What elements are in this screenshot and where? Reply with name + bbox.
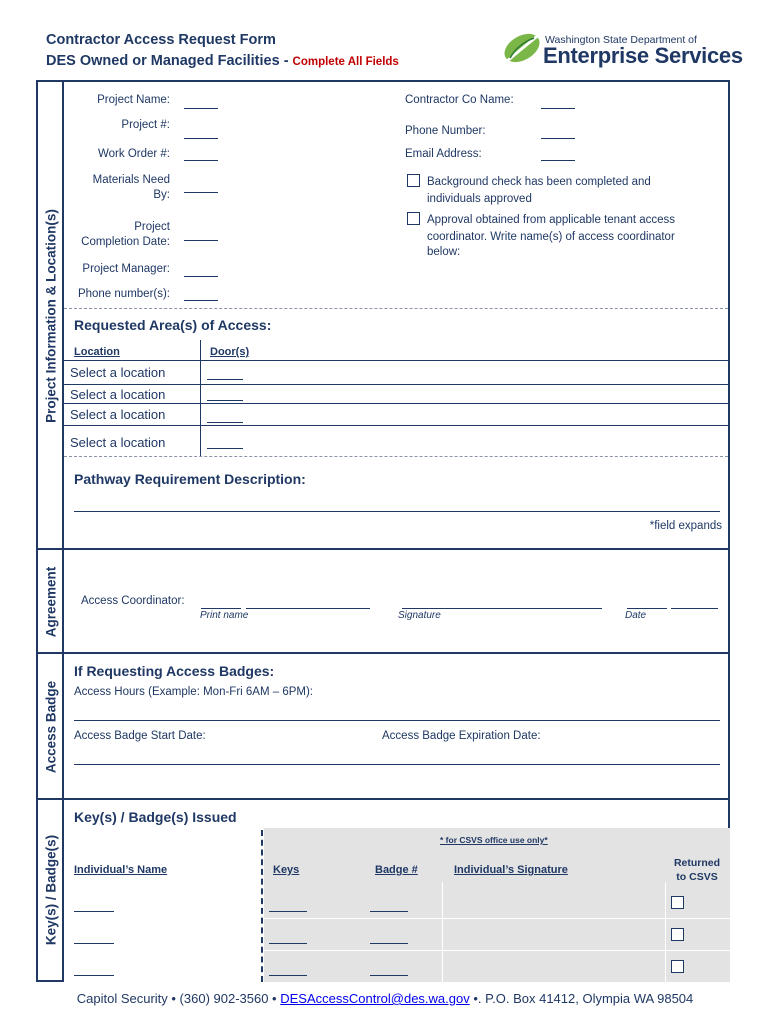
location-select-4[interactable]: Select a location bbox=[70, 435, 166, 450]
doors-field-4[interactable] bbox=[207, 448, 243, 449]
access-coordinator-label: Access Coordinator: bbox=[81, 595, 185, 607]
completion-date-label-2: Completion Date: bbox=[81, 236, 170, 248]
office-use-divider bbox=[261, 830, 263, 982]
completion-date-field[interactable] bbox=[184, 240, 218, 241]
agreement-section bbox=[62, 548, 730, 654]
project-name-label: Project Name: bbox=[97, 94, 170, 106]
project-name-field[interactable] bbox=[184, 108, 218, 109]
date-caption: Date bbox=[625, 610, 647, 621]
returned-header-1: Returned bbox=[673, 857, 721, 869]
access-badge-section bbox=[62, 652, 730, 800]
tenant-approval-text-2: coordinator. Write name(s) of access coordinator bbox=[427, 231, 675, 243]
phone-numbers-label: Phone number(s): bbox=[77, 288, 170, 300]
phone-number-label: Phone Number: bbox=[405, 125, 486, 137]
background-check-text-2: individuals approved bbox=[427, 193, 532, 205]
phone-number-field[interactable] bbox=[541, 138, 575, 139]
des-leaf-logo-icon bbox=[500, 28, 544, 68]
row-divider bbox=[264, 950, 730, 951]
contractor-co-field[interactable] bbox=[541, 108, 575, 109]
completion-date-label-1: Project bbox=[134, 221, 170, 233]
required-note: Complete All Fields bbox=[292, 56, 399, 68]
row-divider bbox=[64, 425, 730, 426]
doors-field-1[interactable] bbox=[207, 379, 243, 380]
work-order-field[interactable] bbox=[184, 160, 218, 161]
section-label-agreement: Agreement bbox=[36, 548, 64, 656]
materials-need-label-2: By: bbox=[153, 189, 170, 201]
materials-need-field[interactable] bbox=[184, 192, 218, 193]
field-expands-note: *field expands bbox=[649, 520, 722, 532]
signature-field[interactable] bbox=[402, 608, 602, 609]
project-manager-label: Project Manager: bbox=[82, 263, 170, 275]
project-number-field[interactable] bbox=[184, 138, 218, 139]
keys-issued-title: Key(s) / Badge(s) Issued bbox=[74, 809, 237, 825]
background-check-text-1: Background check has been completed and bbox=[427, 176, 651, 188]
phone-numbers-field[interactable] bbox=[184, 300, 218, 301]
footer-address: •. P.O. Box 41412, Olympia WA 98504 bbox=[473, 991, 694, 1006]
subtitle-text: DES Owned or Managed Facilities - bbox=[46, 53, 289, 69]
form-title: Contractor Access Request Form bbox=[46, 32, 276, 48]
project-info-section bbox=[62, 80, 730, 550]
returned-checkbox-1[interactable] bbox=[671, 896, 684, 909]
project-number-label: Project #: bbox=[121, 119, 170, 131]
footer-email-link[interactable]: DESAccessControl@des.wa.gov bbox=[280, 991, 470, 1006]
keys-field-2[interactable] bbox=[269, 943, 307, 944]
coordinator-first-field[interactable] bbox=[201, 608, 241, 609]
keys-field-1[interactable] bbox=[269, 911, 307, 912]
work-order-label: Work Order #: bbox=[98, 148, 170, 160]
signature-caption: Signature bbox=[398, 610, 441, 621]
access-hours-label: Access Hours (Example: Mon-Fri 6AM – 6PM): bbox=[74, 686, 314, 698]
footer-contact: Capitol Security • (360) 902-3560 • bbox=[76, 991, 277, 1006]
location-select-3[interactable]: Select a location bbox=[70, 407, 166, 422]
location-select-1[interactable]: Select a location bbox=[70, 365, 166, 380]
individual-name-header: Individual’s Name bbox=[74, 864, 168, 876]
project-manager-field[interactable] bbox=[184, 276, 218, 277]
badge-field-3[interactable] bbox=[370, 975, 408, 976]
background-check-checkbox[interactable] bbox=[407, 174, 420, 187]
row-divider bbox=[64, 360, 730, 361]
doors-column-header: Door(s) bbox=[210, 346, 250, 358]
keys-header: Keys bbox=[273, 864, 300, 876]
section-label-project: Project Information & Location(s) bbox=[36, 80, 64, 552]
returned-header-2: to CSVS bbox=[676, 871, 718, 883]
returned-checkbox-3[interactable] bbox=[671, 960, 684, 973]
name-field-3[interactable] bbox=[74, 975, 114, 976]
row-divider bbox=[64, 403, 730, 404]
section-label-access-badge: Access Badge bbox=[36, 652, 64, 802]
access-badges-title: If Requesting Access Badges: bbox=[74, 663, 275, 679]
email-address-label: Email Address: bbox=[405, 148, 482, 160]
date-field-2[interactable] bbox=[671, 608, 718, 609]
badge-expiration-date-label: Access Badge Expiration Date: bbox=[382, 730, 541, 742]
print-name-caption: Print name bbox=[200, 610, 249, 621]
returned-checkbox-2[interactable] bbox=[671, 928, 684, 941]
office-use-area bbox=[264, 828, 730, 982]
materials-need-label-1: Materials Need bbox=[92, 174, 170, 186]
column-divider bbox=[442, 882, 443, 982]
pathway-description-field[interactable] bbox=[74, 511, 720, 512]
location-select-2[interactable]: Select a location bbox=[70, 387, 166, 402]
badge-field-1[interactable] bbox=[370, 911, 408, 912]
name-field-1[interactable] bbox=[74, 911, 114, 912]
requested-areas-title: Requested Area(s) of Access: bbox=[74, 317, 272, 333]
doors-field-2[interactable] bbox=[207, 400, 243, 401]
location-column-header: Location bbox=[74, 346, 120, 358]
divider bbox=[64, 456, 728, 457]
contractor-co-label: Contractor Co Name: bbox=[405, 94, 514, 106]
tenant-approval-text-1: Approval obtained from applicable tenant access bbox=[427, 214, 676, 226]
doors-field-3[interactable] bbox=[207, 422, 243, 423]
date-field-1[interactable] bbox=[627, 608, 667, 609]
tenant-approval-checkbox[interactable] bbox=[407, 212, 420, 225]
badge-dates-field[interactable] bbox=[74, 764, 720, 765]
pathway-title: Pathway Requirement Description: bbox=[74, 471, 306, 487]
footer bbox=[0, 991, 770, 1006]
column-divider bbox=[200, 360, 201, 456]
form-subtitle bbox=[46, 53, 399, 69]
divider bbox=[64, 308, 728, 309]
access-hours-field[interactable] bbox=[74, 720, 720, 721]
email-address-field[interactable] bbox=[541, 160, 575, 161]
header-divider bbox=[200, 340, 201, 360]
keys-field-3[interactable] bbox=[269, 975, 307, 976]
logo-enterprise-text: Enterprise Services bbox=[543, 43, 743, 68]
keys-issued-section bbox=[62, 798, 730, 980]
badge-field-2[interactable] bbox=[370, 943, 408, 944]
badge-start-date-label: Access Badge Start Date: bbox=[74, 730, 206, 742]
tenant-approval-text-3: below: bbox=[427, 246, 461, 258]
individual-signature-header: Individual’s Signature bbox=[454, 864, 568, 876]
badge-number-header: Badge # bbox=[375, 864, 418, 876]
office-use-note: * for CSVS office use only* bbox=[440, 835, 548, 845]
section-label-keys: Key(s) / Badge(s) bbox=[36, 798, 64, 982]
coordinator-print-name-field[interactable] bbox=[246, 608, 370, 609]
row-divider bbox=[264, 918, 730, 919]
row-divider bbox=[64, 384, 730, 385]
logo-department-text: Washington State Department of bbox=[545, 34, 697, 46]
name-field-2[interactable] bbox=[74, 943, 114, 944]
column-divider bbox=[665, 882, 666, 982]
